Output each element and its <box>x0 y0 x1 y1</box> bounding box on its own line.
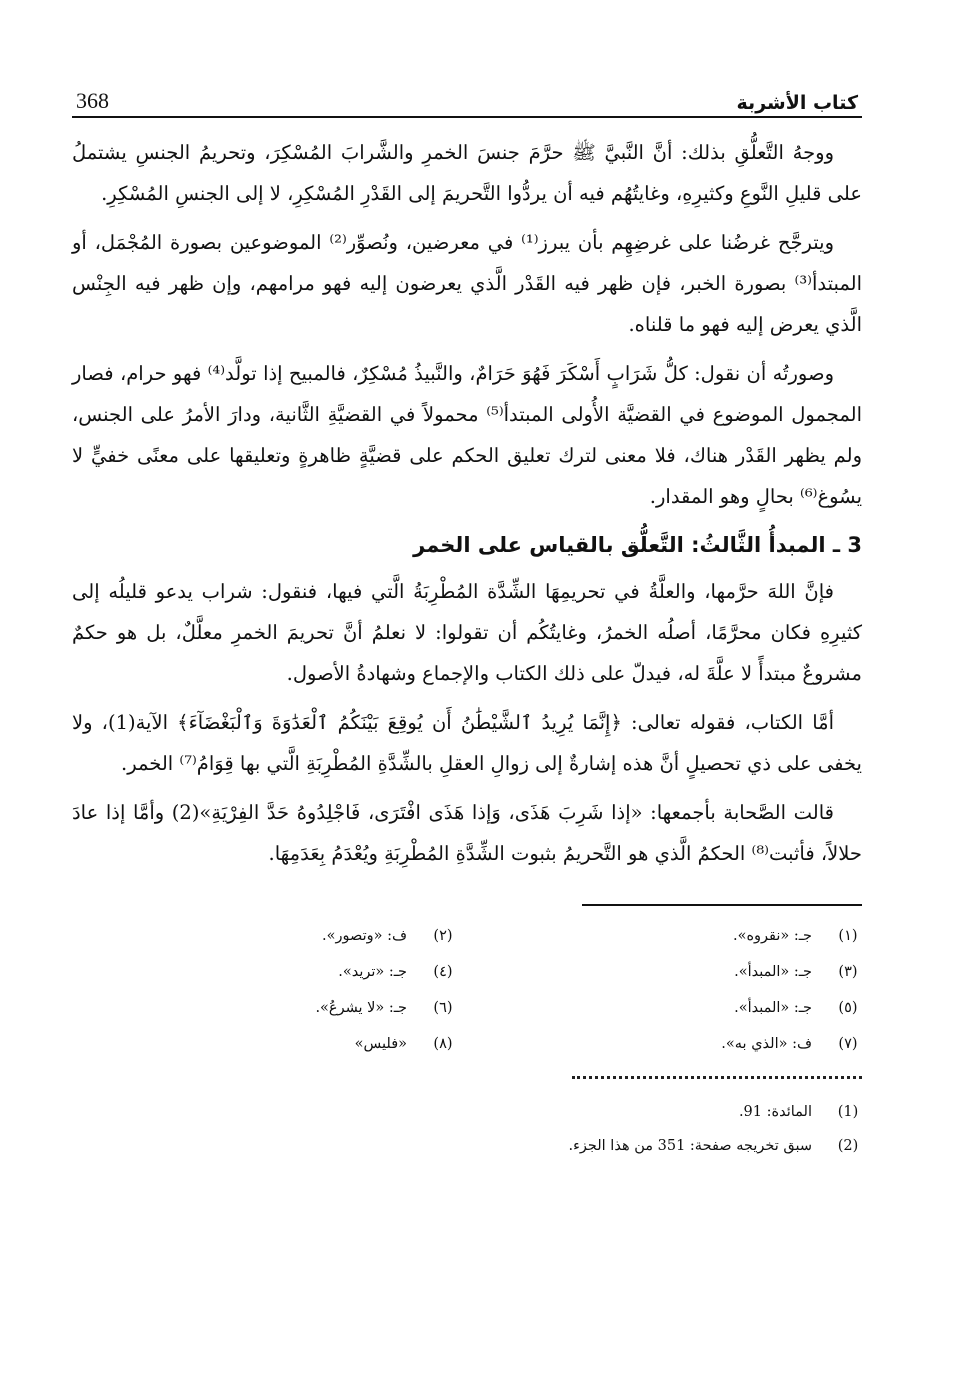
variant-number: (١) <box>838 928 858 944</box>
paragraph-3: وصورتُه أن نقول: كلُّ شَرَابٍ أَسْكَرَ فَهُوَ حَرَامٌ، والنَّبيذُ مُسْكِرٌ، فالمبيح إذا تولَّد⁽⁴⁾ فهو حرام، فصار المجمول الموضوع في القضيَّة الأُولى المبتدأ⁽⁵⁾ محمولاً في القضيَّةِ الثَّانية، ودارَ الأمرُ على الجنس، ولم يظهر القَدْر هناك، فلا معنى لترك تعليق الحكم على قضيَّةٍ ظاهرةٍ وتعليقها على معنًى خفيٍّ لا يسُوغ⁽⁶⁾ بحالٍ وهو المقدار. <box>72 362 862 508</box>
book-page <box>72 78 862 1163</box>
paragraph-2: ويترجَّح غرضُنا على غرضِهِم بأن يبرز⁽¹⁾ في معرضين، ونُصوِّر⁽²⁾ الموضوعين بصورة المُجْمَل، أو المبتدأ⁽³⁾ بصورة الخبر، فإن ظهر فيه القَدْر الَّذي يعرضون إليه فهو مرامهم، وإن ظهر فيه الجِنْس الَّذي يعرض إليه فهو ما قلناه. <box>72 231 862 336</box>
paragraph-6: قالت الصَّحابة بأجمعها: «إذا شَرِبَ هَذَى، وَإذا هَذَى افْتَرَى، فَاجْلِدُوهُ حَدَّ الفِرْيَةِ»(2) وأمَّا إذا عادَ حلالاً، فأثبت⁽⁸⁾ الحكمُ الَّذي هو التَّحريمُ بثبوت الشِّدَّةِ المُطْرِبَةِ ويُعْدَمُ بِعَدَمِهَا. <box>72 801 862 865</box>
dotted-divider <box>572 1076 862 1079</box>
variant-number: (٦) <box>433 1000 453 1016</box>
paragraph-1: ووجهُ التَّعلُّقِ بذلك: أنَّ النَّبيَّ ﷺ حرَّمَ جنسَ الخمرِ والشَّرابَ المُسْكِرَ، وتحريمُ الجنسِ يشتملُ على قليلِ النَّوعِ وكثيرِهِ، وغايتُهُم فيه أن يردُّوا التَّحريمَ إلى القَدْرِ المُسْكِرِ، لا إلى الجنسِ المُسْكِرِ. <box>72 141 862 205</box>
variant-note <box>477 918 862 954</box>
variant-note <box>72 918 457 954</box>
variant-text: جـ: «لا يشرعُ». <box>315 1000 407 1016</box>
paragraph-5: أمَّا الكتاب، فقوله تعالى: ﴿إِنَّمَا يُرِيدُ ٱلشَّيْطَٰنُ أَن يُوقِعَ بَيْنَكُمُ ٱلْعَدَٰوَةَ وَٱلْبَغْضَآءَ﴾ الآية(1)، ولا يخفى على ذي تحصيلٍ أنَّ هذه إشارةٌ إلى زوالِ العقلِ بالشِّدَّةِ المُطْرِبَةِ الَّتي بها قِوَامُ⁽⁷⁾ الخمر. <box>72 711 862 775</box>
variant-number: (٤) <box>433 964 453 980</box>
book-section-title: كتاب الأشربة <box>736 92 858 114</box>
variant-note <box>72 954 457 990</box>
variant-number: (٨) <box>433 1036 453 1052</box>
variant-note <box>72 990 457 1026</box>
reference-notes <box>72 1095 862 1163</box>
variant-number: (٢) <box>433 928 453 944</box>
paragraph-4: فإنَّ اللهَ حرَّمها، والعلَّةُ في تحريمِهَا الشِّدَّة المُطْرِبَةُ الَّتي فيها، فنقول: شراب يدعو قليلُه إلى كثيرِهِ فكان محرَّمًا، أصلُه الخمرُ، وغايتُكُم أن تقولوا: لا نعلمُ أنَّ تحريمَ الخمرِ معلَّلٌ، بل هو حكمٌ مشروعٌ مبتدأً لا علَّةَ له، فيدلّ على ذلك الكتاب والإجماع وشهادةُ الأصول. <box>72 580 862 685</box>
variant-note <box>72 1026 457 1062</box>
variant-note <box>477 1026 862 1062</box>
variant-text: جـ: «نقروه». <box>732 928 812 944</box>
reference-note <box>72 1095 862 1129</box>
variant-note <box>477 990 862 1026</box>
running-header <box>72 78 862 118</box>
note-text: المائدة: 91. <box>738 1104 812 1120</box>
page-number: 368 <box>76 88 109 113</box>
main-text <box>72 132 862 874</box>
variant-number: (٥) <box>838 1000 858 1016</box>
variant-text: ف: «الذي به». <box>721 1036 812 1052</box>
footnote-divider <box>582 904 862 906</box>
note-number: (1) <box>837 1104 859 1120</box>
variant-text: جـ: «المبدأ». <box>734 1000 812 1016</box>
variant-text: «فليس» <box>354 1036 407 1052</box>
manuscript-variants <box>72 918 862 1062</box>
variant-note <box>477 954 862 990</box>
note-number: (2) <box>837 1138 859 1154</box>
variant-text: ف: «وتصور». <box>322 928 407 944</box>
variant-number: (٧) <box>838 1036 858 1052</box>
variant-text: جـ: «تريد». <box>338 964 407 980</box>
reference-note <box>72 1129 862 1163</box>
variant-text: جـ: «المبدأ». <box>734 964 812 980</box>
variant-number: (٣) <box>838 964 858 980</box>
section-heading: 3 ـ المبدأُ الثَّالثُ: التَّعلُّق بالقياس على الخمر <box>413 533 862 557</box>
note-text: سبق تخريجه صفحة: 351 من هذا الجزء. <box>568 1138 812 1154</box>
